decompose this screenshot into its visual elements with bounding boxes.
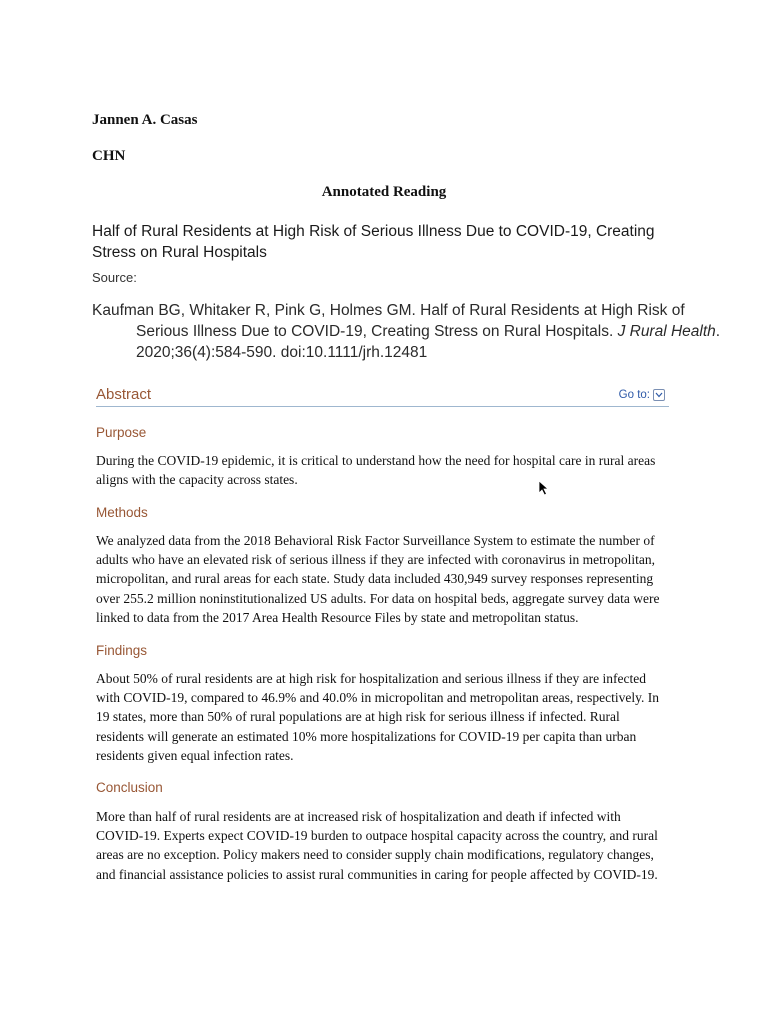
findings-text: About 50% of rural residents are at high risk for hospitalization and serious illness if they are infected with COVID-19, compared to 46.9% and 40.0% in micropolitan and metropolitan areas, respectively. In 19 states, more than 50% of rural populations are at high risk for serious illness if infected. Rural residents will generate an estimated 10% more hospitalizations for COVID-19 per capita than urban residents given equal infection rates. <box>96 671 659 763</box>
conclusion-heading: Conclusion <box>96 780 163 795</box>
source-label: Source: <box>92 270 137 285</box>
findings-heading: Findings <box>96 643 148 658</box>
citation <box>92 300 726 363</box>
citation-journal: J Rural Health <box>617 323 716 340</box>
purpose-heading: Purpose <box>96 425 147 440</box>
citation-tail: . 2020;36(4):584-590. doi:10.1111/jrh.12481 <box>136 323 721 361</box>
goto-link[interactable] <box>619 389 665 401</box>
goto-label: Go to: <box>618 389 650 401</box>
abstract-header <box>96 386 669 407</box>
mouse-cursor-icon <box>538 480 550 496</box>
author-name: Jannen A. Casas <box>92 112 198 128</box>
methods-text: We analyzed data from the 2018 Behavioral Risk Factor Surveillance System to estimate the number of adults who have an elevated risk of serious illness if they are infected with coronavirus in metropolitan, micropolitan, and rural areas for each state. Study data included 430,949 survey responses representing over 255.2 million noninstitutionalized US adults. For data on hospital beds, aggregate survey data were linked to data from the 2017 Area Health Resource Files by state and metropolitan status. <box>96 533 660 625</box>
article-title: Half of Rural Residents at High Risk of Serious Illness Due to COVID-19, Creating Stress on Rural Hospitals <box>92 223 655 261</box>
conclusion-text: More than half of rural residents are at increased risk of hospitalization and death if infected with COVID-19. Experts expect COVID-19 burden to outpace hospital capacity across the country, and rural areas are no exception. Policy makers need to consider supply chain modifications, regulatory changes, and financial assistance policies to assist rural communities in caring for people affected by COVID-19. <box>96 809 658 882</box>
methods-heading: Methods <box>96 505 148 520</box>
document-title: Annotated Reading <box>321 184 447 200</box>
abstract-panel <box>96 386 669 407</box>
citation-main: Kaufman BG, Whitaker R, Pink G, Holmes GM. Half of Rural Residents at High Risk of Serious Illness Due to COVID-19, Creating Stress on Rural Hospitals. <box>92 302 685 340</box>
course-label: CHN <box>92 148 126 164</box>
abstract-title: Abstract <box>96 386 152 403</box>
purpose-text: During the COVID-19 epidemic, it is critical to understand how the need for hospital care in rural areas aligns with the capacity across states. <box>96 453 656 488</box>
chevron-down-icon[interactable] <box>653 389 665 401</box>
